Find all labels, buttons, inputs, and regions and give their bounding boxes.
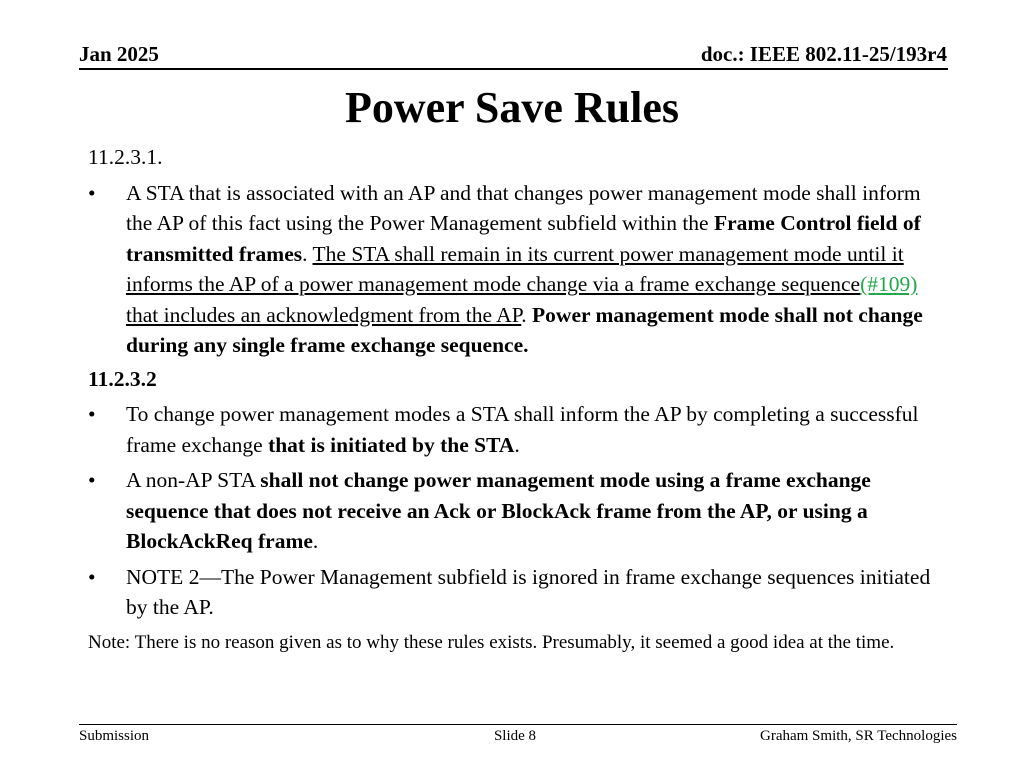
header-doc-id: doc.: IEEE 802.11-25/193r4 xyxy=(700,42,947,66)
bullet-item xyxy=(88,399,938,460)
bullet-text: . xyxy=(514,432,520,457)
bullet-icon: • xyxy=(88,468,96,492)
footer-divider xyxy=(79,724,957,725)
reference-tag: (#109) xyxy=(860,272,918,296)
bullet-icon: • xyxy=(88,402,96,426)
bullet-underlined-text: The STA shall remain in its current power management mode until it informs the AP of a power management mode change via a frame exchange sequence xyxy=(126,241,904,296)
bullet-underlined-text: that includes an acknowledgment from the AP xyxy=(126,302,522,327)
footer-slide-number: Slide 8 xyxy=(493,728,537,744)
slide-body xyxy=(88,142,938,656)
bullet-text: . xyxy=(302,241,313,266)
bullet-text: To change power management modes a STA shall inform the AP by completing a successful frame exchange xyxy=(126,402,919,457)
bullet-icon: • xyxy=(88,564,96,589)
section-heading-11-2-3-1: 11.2.3.1. xyxy=(88,145,163,169)
bullet-item xyxy=(88,562,938,623)
bullet-bold-text: that is initiated by the STA xyxy=(268,432,515,457)
bullet-text: A STA that is associated with an AP and that changes power management mode shall inform the AP of this fact using the Power Management subfield within the xyxy=(126,180,921,235)
bullet-bold-text: shall not change power management mode using a frame exchange sequence that does not receive an Ack or BlockAck frame from the AP, or using a BlockAckReq frame xyxy=(126,468,871,553)
header-date: Jan 2025 xyxy=(79,42,159,66)
bullet-bold-text: Frame Control field of transmitted frames xyxy=(126,211,921,266)
note-text: Note: There is no reason given as to why these rules exists. Presumably, it seemed a good idea at the time. xyxy=(88,631,895,653)
bullet-item xyxy=(88,178,938,361)
section-heading-11-2-3-2: 11.2.3.2 xyxy=(88,366,157,391)
bullet-text: A non-AP STA xyxy=(126,468,261,492)
bullet-text: . xyxy=(312,529,319,553)
header-divider xyxy=(79,68,948,70)
bullet-text: NOTE 2—The Power Management subfield is ignored in frame exchange sequences initiated by the AP. xyxy=(126,564,931,619)
bullet-item xyxy=(88,465,938,557)
bullet-bold-text: Power management mode shall not change during any single frame exchange sequence. xyxy=(126,302,923,357)
slide-title: Power Save Rules xyxy=(344,83,680,132)
footer-submission: Submission xyxy=(79,728,150,744)
bullet-text: . xyxy=(521,302,533,327)
bullet-icon: • xyxy=(88,180,96,205)
footer-author: Graham Smith, SR Technologies xyxy=(760,728,957,744)
